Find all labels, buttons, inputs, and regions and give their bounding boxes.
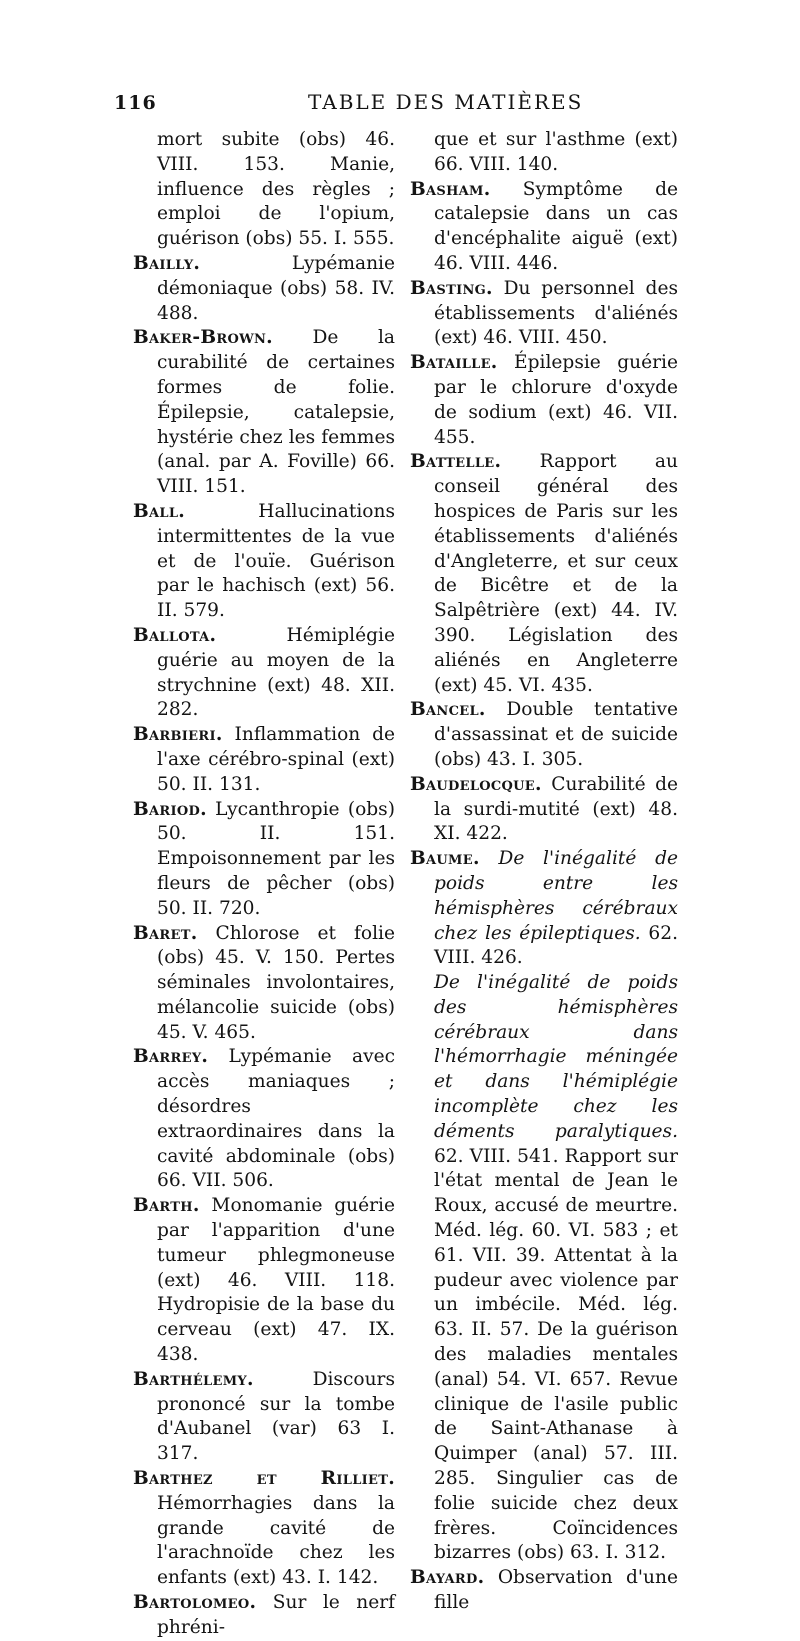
page-header — [108, 86, 688, 118]
index-entry: Baudelocque. Curabilité de la surdi-mutité (ext) 48. XI. 422. — [410, 773, 678, 845]
index-entry: Baker-Brown. De la curabilité de certaines formes de folie. Épilepsie, catalepsie, hystérie chez les femmes (anal. par A. Foville) 66. VIII. 151. — [133, 327, 395, 498]
author-name: Barthez et Rilliet. — [133, 1468, 395, 1490]
index-entry: Basham. Symptôme de catalepsie dans un cas d'encéphalite aiguë (ext) 46. VIII. 446. — [410, 178, 678, 274]
work-title: De l'inégalité de poids des hémisphères cérébraux dans l'hémorrhagie méningée et dans l'hémiplégie incomplète chez les déments paralytiques. — [434, 972, 678, 1142]
running-title: TABLE DES MATIÈRES — [308, 90, 584, 114]
index-entry: mort subite (obs) 46. VIII. 153. Manie, influence des règles ; emploi de l'opium, guérison (obs) 55. I. 555. — [157, 129, 395, 250]
work-title: De l'inégalité de poids entre les hémisphères cérébraux chez les épileptiques. — [434, 848, 678, 944]
author-name: Barthélemy. — [133, 1368, 254, 1390]
author-name: Baume. — [410, 848, 480, 870]
index-entry: Bailly. Lypémanie démoniaque (obs) 58. IV. 488. — [133, 252, 395, 324]
author-name: Bayard. — [410, 1567, 485, 1589]
index-entry: Bartolomeo. Sur le nerf phréni- — [133, 1592, 395, 1638]
index-entry: Bancel. Double tentative d'assassinat et de suicide (obs) 43. I. 305. — [410, 699, 678, 770]
index-entry: Barbieri. Inflammation de l'axe cérébro-spinal (ext) 50. II. 131. — [133, 724, 395, 795]
author-name: Baker-Brown. — [133, 327, 273, 349]
page-number: 116 — [114, 92, 157, 114]
author-name: Bancel. — [410, 699, 486, 721]
author-name: Basting. — [410, 277, 493, 299]
index-entry: Ball. Hallucinations intermittentes de la vue et de l'ouïe. Guérison par le hachisch (ext) 56. II. 579. — [133, 500, 395, 622]
right-column — [410, 128, 678, 1616]
index-entry: Baume. De l'inégalité de poids entre les hémisphères cérébraux chez les épileptiques. 62. VIII. 426. — [410, 848, 678, 969]
author-name: Bariod. — [133, 798, 207, 820]
author-name: Basham. — [410, 178, 491, 200]
author-name: Ball. — [133, 500, 186, 522]
author-name: Bartolomeo. — [133, 1592, 257, 1614]
author-name: Barth. — [133, 1195, 200, 1217]
author-name: Baret. — [133, 922, 198, 944]
index-entry: Barthez et Rilliet. Hémorrhagies dans la grande cavité de l'arachnoïde chez les enfants (ext) 43. I. 142. — [133, 1468, 395, 1589]
author-name: Bailly. — [133, 252, 201, 274]
index-entry: Bataille. Épilepsie guérie par le chlorure d'oxyde de sodium (ext) 46. VII. 455. — [410, 352, 678, 448]
author-name: Battelle. — [410, 451, 502, 473]
author-name: Barbieri. — [133, 724, 223, 746]
index-entry: Bariod. Lycanthropie (obs) 50. II. 151. Empoisonnement par les fleurs de pêcher (obs) 50. II. 720. — [133, 798, 395, 919]
author-name: Ballota. — [133, 624, 217, 646]
index-entry: Basting. Du personnel des établissements d'aliénés (ext) 46. VIII. 450. — [410, 277, 678, 349]
index-entry: Ballota. Hémiplégie guérie au moyen de la strychnine (ext) 48. XII. 282. — [133, 624, 395, 721]
index-entry: Baret. Chlorose et folie (obs) 45. V. 150. Pertes séminales involontaires, mélancolie suicide (obs) 45. V. 465. — [133, 922, 395, 1043]
author-name: Baudelocque. — [410, 773, 542, 795]
index-entry: Barrey. Lypémanie avec accès maniaques ; désordres extraordinaires dans la cavité abdominale (obs) 66. VII. 506. — [133, 1046, 395, 1192]
left-column — [133, 128, 395, 1641]
index-entry: De l'inégalité de poids des hémisphères cérébraux dans l'hémorrhagie méningée et dans l'hémiplégie incomplète chez les déments paralytiques. 62. VIII. 541. Rapport sur l'état mental de Jean le Roux, accusé de meurtre. Méd. lég. 60. VI. 583 ; et 61. VII. 39. Attentat à la pudeur avec violence par un imbécile. Méd. lég. 63. II. 57. De la guérison des maladies mentales (anal) 54. VI. 657. Revue clinique de l'asile public de Saint-Athanase à Quimper (anal) 57. III. 285. Singulier cas de folie suicide chez deux frères. Coïncidences bizarres (obs) 63. I. 312. — [434, 972, 678, 1564]
index-entry: Barth. Monomanie guérie par l'apparition d'une tumeur phlegmoneuse (ext) 46. VIII. 118. Hydropisie de la base du cerveau (ext) 47. IX. 438. — [133, 1195, 395, 1366]
index-entry: Barthélemy. Discours prononcé sur la tombe d'Aubanel (var) 63 I. 317. — [133, 1368, 395, 1465]
author-name: Barrey. — [133, 1046, 209, 1068]
index-entry: que et sur l'asthme (ext) 66. VIII. 140. — [434, 129, 678, 175]
index-entry: Bayard. Observation d'une fille — [410, 1567, 678, 1614]
index-entry: Battelle. Rapport au conseil général des hospices de Paris sur les établissements d'aliénés d'Angleterre, et sur ceux de Bicêtre et de la Salpêtrière (ext) 44. IV. 390. Législation des aliénés en Angleterre (ext) 45. VI. 435. — [410, 451, 678, 696]
author-name: Bataille. — [410, 352, 498, 374]
